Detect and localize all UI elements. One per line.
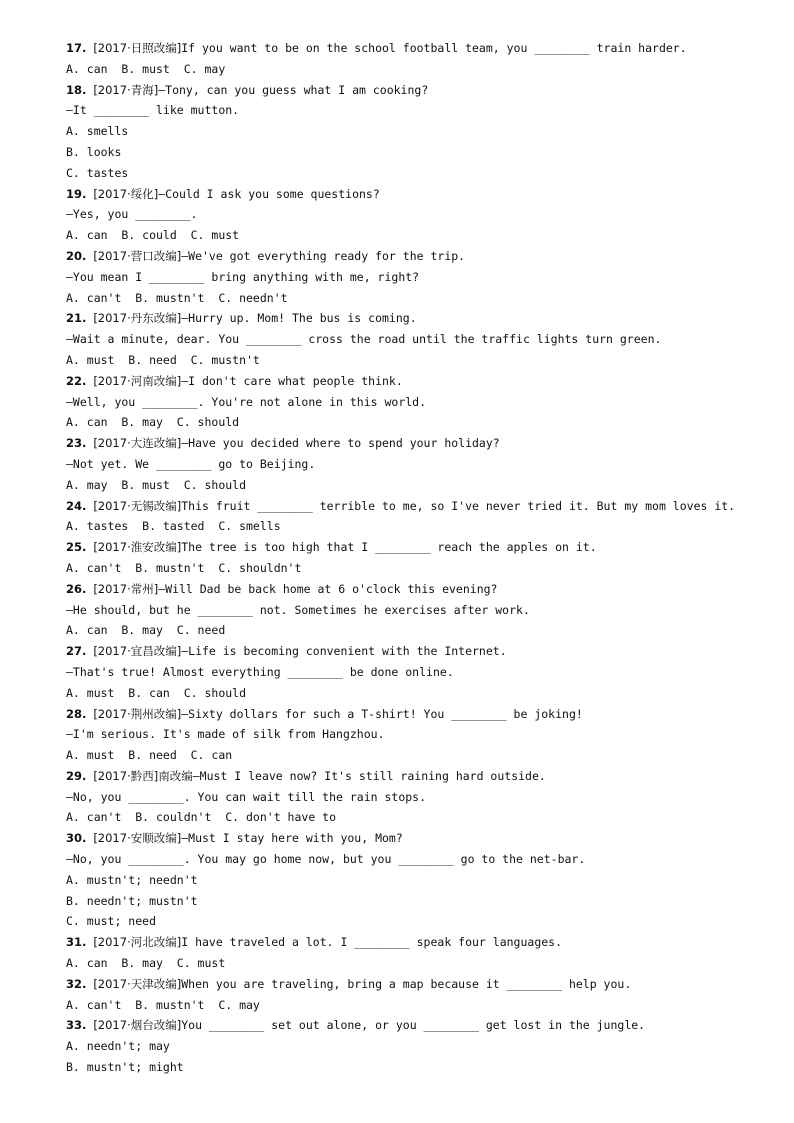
question-text: —No, you ________. You may go home now, but you ________ go to the net-bar. — [66, 852, 586, 867]
question-number: 33. — [66, 1018, 87, 1033]
question-stem — [66, 828, 766, 849]
question-stem — [66, 246, 766, 267]
question-text: —I don't care what people think. — [181, 373, 403, 388]
question-text: When you are traveling, bring a map because it ________ help you. — [181, 976, 632, 991]
question-dialogue-line — [66, 267, 766, 288]
question-item — [66, 828, 766, 932]
answer-options: A. can B. may C. need — [66, 623, 226, 638]
question-text: —Must I leave now? It's still raining hard outside. — [192, 768, 546, 783]
question-text: —He should, but he ________ not. Sometimes he exercises after work. — [66, 602, 530, 617]
question-number: 17. — [66, 41, 87, 55]
question-stem — [66, 932, 766, 953]
question-stem — [66, 641, 766, 662]
answer-options: A. can B. must C. may — [66, 61, 226, 76]
question-item — [66, 38, 766, 80]
question-item — [66, 308, 766, 370]
answer-options: A. can't B. mustn't C. needn't — [66, 290, 288, 305]
question-text: —You mean I ________ bring anything with me, right? — [66, 269, 420, 284]
question-text: —No, you ________. You can wait till the rain stops. — [66, 789, 427, 804]
question-item — [66, 766, 766, 828]
question-source: [2017·营口改编] — [93, 248, 182, 263]
question-stem — [66, 80, 766, 101]
question-stem — [66, 496, 766, 517]
question-source: [2017·常州] — [93, 581, 159, 596]
question-text: —I'm serious. It's made of silk from Hangzhou. — [66, 727, 385, 742]
question-text: —Tony, can you guess what I am cooking? — [158, 82, 429, 97]
answer-options: A. needn't; may — [66, 1039, 170, 1054]
question-dialogue-line — [66, 392, 766, 413]
question-text: —Yes, you ________. — [66, 207, 198, 222]
answer-options: B. needn't; mustn't — [66, 893, 198, 908]
question-stem — [66, 537, 766, 558]
question-item — [66, 433, 766, 495]
question-text: —Life is becoming convenient with the Internet. — [181, 644, 507, 659]
question-text: This fruit ________ terrible to me, so I've never tried it. But my mom loves it. — [181, 498, 736, 513]
question-dialogue-line — [66, 662, 766, 683]
question-source: [2017·荆州改编] — [93, 706, 182, 721]
answer-options: A. can't B. mustn't C. may — [66, 997, 260, 1012]
question-source: [2017·无锡改编] — [93, 498, 182, 513]
question-number: 22. — [66, 373, 87, 388]
question-item — [66, 184, 766, 246]
question-number: 26. — [66, 581, 87, 596]
question-text: I have traveled a lot. I ________ speak four languages. — [181, 935, 563, 950]
question-text: —Could I ask you some questions? — [158, 186, 380, 201]
answer-options: A. must B. need C. can — [66, 748, 233, 763]
question-dialogue-line — [66, 600, 766, 621]
question-number: 25. — [66, 540, 87, 555]
question-item — [66, 932, 766, 974]
question-stem — [66, 579, 766, 600]
question-text: You ________ set out alone, or you ________ get lost in the jungle. — [181, 1018, 646, 1033]
question-text: —Wait a minute, dear. You ________ cross the road until the traffic lights turn green. — [66, 332, 662, 347]
question-source: [2017·河南改编] — [93, 373, 182, 388]
question-number: 24. — [66, 498, 87, 513]
question-number: 18. — [66, 82, 87, 97]
question-text: —Must I stay here with you, Mom? — [181, 831, 403, 846]
answer-options: A. must B. can C. should — [66, 685, 247, 700]
question-stem — [66, 308, 766, 329]
answer-options: A. tastes B. tasted C. smells — [66, 519, 281, 534]
answer-options: A. may B. must C. should — [66, 477, 247, 492]
question-text: —Hurry up. Mom! The bus is coming. — [181, 311, 417, 326]
answer-options: A. can't B. mustn't C. shouldn't — [66, 560, 302, 575]
answer-options: B. mustn't; might — [66, 1060, 184, 1075]
question-item — [66, 704, 766, 766]
question-text: If you want to be on the school football team, you ________ train harder. — [181, 41, 687, 55]
question-source: [2017·绥化] — [93, 186, 159, 201]
answer-options: A. can B. may C. should — [66, 415, 240, 430]
question-source: [2017·青海] — [93, 82, 159, 97]
question-source: [2017·宜昌改编] — [93, 644, 182, 659]
question-item — [66, 496, 766, 538]
question-dialogue-line — [66, 787, 766, 808]
question-item — [66, 974, 766, 1016]
question-source: [2017·黔西]南改编 — [93, 768, 193, 783]
question-dialogue-line — [66, 724, 766, 745]
answer-options: A. must B. need C. mustn't — [66, 352, 260, 367]
question-item — [66, 371, 766, 433]
question-number: 31. — [66, 935, 87, 950]
question-dialogue-line — [66, 329, 766, 350]
question-source: [2017·安顺改编] — [93, 831, 182, 846]
question-sheet — [66, 38, 766, 1078]
question-number: 27. — [66, 644, 87, 659]
question-text: The tree is too high that I ________ reach the apples on it. — [181, 540, 597, 555]
question-source: [2017·河北改编] — [93, 935, 182, 950]
question-item — [66, 80, 766, 184]
question-text: —Will Dad be back home at 6 o'clock this evening? — [158, 581, 498, 596]
answer-options: C. must; need — [66, 914, 157, 929]
answer-options: A. can B. could C. must — [66, 228, 240, 243]
question-source: [2017·丹东改编] — [93, 311, 182, 326]
answer-options: A. smells — [66, 124, 129, 139]
question-number: 30. — [66, 831, 87, 846]
question-text: —We've got everything ready for the trip. — [181, 248, 466, 263]
answer-options: A. can't B. couldn't C. don't have to — [66, 810, 337, 825]
question-dialogue-line — [66, 849, 766, 870]
question-text: —Have you decided where to spend your holiday? — [181, 436, 500, 451]
question-dialogue-line — [66, 100, 766, 121]
question-source: [2017·淮安改编] — [93, 540, 182, 555]
answer-options: B. looks — [66, 144, 122, 159]
question-item — [66, 641, 766, 703]
question-stem — [66, 766, 766, 787]
question-item — [66, 537, 766, 579]
question-stem — [66, 38, 766, 59]
question-number: 19. — [66, 186, 87, 201]
question-dialogue-line — [66, 454, 766, 475]
question-number: 21. — [66, 311, 87, 326]
question-item — [66, 1015, 766, 1077]
question-text: —That's true! Almost everything ________ be done online. — [66, 664, 454, 679]
question-item — [66, 246, 766, 308]
question-number: 32. — [66, 976, 87, 991]
answer-options: A. mustn't; needn't — [66, 872, 198, 887]
question-stem — [66, 371, 766, 392]
question-number: 28. — [66, 706, 87, 721]
question-source: [2017·日照改编] — [93, 41, 182, 55]
question-source: [2017·烟台改编] — [93, 1018, 182, 1033]
answer-options: A. can B. may C. must — [66, 956, 226, 971]
question-text: —Well, you ________. You're not alone in this world. — [66, 394, 427, 409]
question-text: —Sixty dollars for such a T-shirt! You ________ be joking! — [181, 706, 583, 721]
question-dialogue-line — [66, 204, 766, 225]
question-stem — [66, 433, 766, 454]
question-number: 23. — [66, 436, 87, 451]
question-stem — [66, 974, 766, 995]
question-source: [2017·天津改编] — [93, 976, 182, 991]
question-text: —It ________ like mutton. — [66, 103, 240, 118]
question-text: —Not yet. We ________ go to Beijing. — [66, 456, 316, 471]
question-stem — [66, 184, 766, 205]
question-source: [2017·大连改编] — [93, 436, 182, 451]
question-stem — [66, 1015, 766, 1036]
question-stem — [66, 704, 766, 725]
question-number: 29. — [66, 768, 87, 783]
question-item — [66, 579, 766, 641]
answer-options: C. tastes — [66, 165, 129, 180]
question-number: 20. — [66, 248, 87, 263]
